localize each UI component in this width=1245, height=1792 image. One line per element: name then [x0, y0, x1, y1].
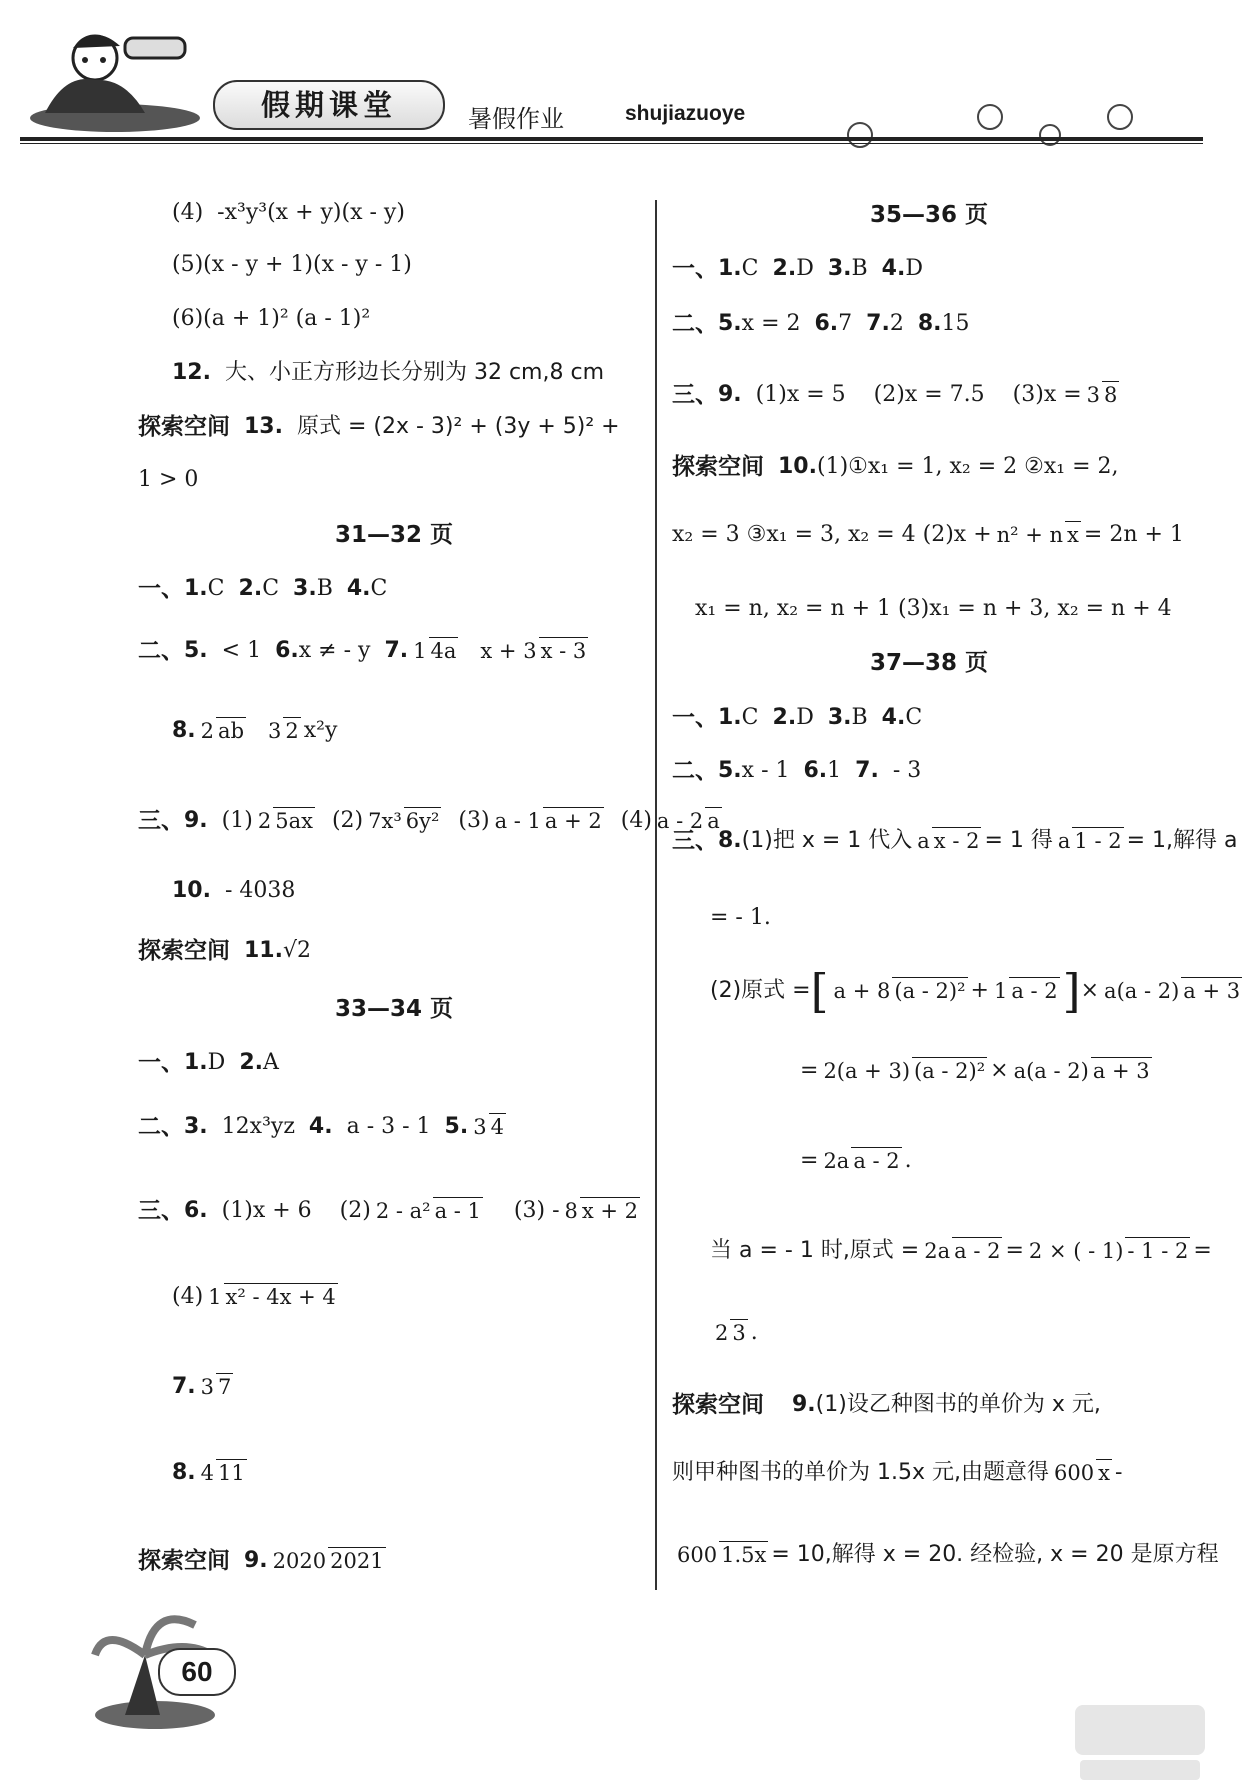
fraction: 4 11	[200, 1460, 245, 1485]
answer-line: 当 a = - 1 时,原式 = 2a a - 2 = 2 × ( - 1) - 1 - 2 =	[710, 1238, 1212, 1263]
fraction: a + 8 (a - 2)²	[833, 978, 966, 1003]
fraction: 2 5ax	[257, 808, 313, 833]
answer-line: 600 1.5x = 10,解得 x = 20. 经检验, x = 20 是原方程	[677, 1542, 1219, 1567]
answer-line: 1 > 0	[138, 467, 199, 492]
answer-line: (4) 1 x² - 4x + 4	[172, 1284, 336, 1309]
answer-line: x₁ = n, x₂ = n + 1 (3)x₁ = n + 3, x₂ = n + 4	[695, 596, 1172, 621]
answer-line: 三、 9. (1) 2 5ax (2) 7x³ 6y² (3) a - 1 a + 2 (4) a - 2 a	[138, 808, 720, 834]
fraction: a - 1 a + 2	[494, 808, 602, 833]
section-title: 35—36 页	[870, 202, 989, 228]
header-badge: 假期课堂	[213, 80, 445, 130]
answer-line: 12. 大、小正方形边长分别为 32 cm,8 cm	[172, 360, 605, 385]
fraction: 600 x	[1054, 1460, 1110, 1485]
header-rule	[20, 137, 1203, 141]
answer-line: (4) -x³y³(x + y)(x - y)	[172, 200, 405, 225]
answer-line: 探索空间 11. √2	[138, 938, 311, 964]
fraction: 2(a + 3) (a - 2)²	[823, 1058, 986, 1083]
answer-line: 7. 3 7	[172, 1374, 232, 1399]
answer-line: 2 3 .	[715, 1320, 758, 1345]
answer-line: = - 1.	[710, 905, 771, 930]
fraction: 1 4a	[413, 638, 457, 663]
section-title: 31—32 页	[335, 522, 454, 548]
fraction: 7x³ 6y²	[368, 808, 440, 833]
header-beads-decoration	[820, 95, 1180, 155]
fraction: a 1 - 2	[1057, 828, 1122, 853]
fraction: 8 x + 2	[564, 1198, 639, 1223]
answer-line: 三、 8. (1)把 x = 1 代入 a x - 2 = 1 得 a 1 - 2 = 1,解得 a	[672, 828, 1238, 854]
fraction: a - 2 a	[656, 808, 720, 833]
answer-line: 一、 1. D 2. A	[138, 1050, 279, 1076]
answer-line: 8. 4 11	[172, 1460, 245, 1485]
answer-line: 则甲种图书的单价为 1.5x 元,由题意得 600 x -	[672, 1460, 1123, 1485]
answer-line: 探索空间 13. 原式 = (2x - 3)² + (3y + 5)² +	[138, 414, 620, 440]
answer-line: 二、 3. 12x³yz 4. a - 3 - 1 5. 3 4	[138, 1114, 504, 1140]
fraction: 2a a - 2	[823, 1148, 900, 1173]
answer-line: (6) (a + 1)² (a - 1)²	[172, 306, 371, 331]
header-cartoon-illustration	[25, 18, 205, 133]
header-rule-thin	[20, 143, 1203, 144]
fraction: 2 - a² a - 1	[375, 1198, 481, 1223]
answer-line: 一、 1. C 2. D 3. B 4. D	[672, 256, 923, 282]
fraction: 3 4	[473, 1114, 504, 1139]
fraction: 3 2	[268, 718, 299, 743]
fraction: 2 3	[715, 1320, 746, 1345]
right-bracket: ]	[1062, 964, 1081, 1018]
fraction: a x - 2	[917, 828, 980, 853]
fraction: a(a - 2) a + 3	[1104, 978, 1241, 1003]
answer-line: = 2(a + 3) (a - 2)² × a(a - 2) a + 3	[800, 1058, 1150, 1083]
left-bracket: [	[810, 964, 829, 1018]
column-divider	[655, 200, 657, 1590]
watermark-logo	[1070, 1695, 1210, 1785]
header-subtitle: 暑假作业	[468, 105, 564, 133]
answer-line: (2)原式 = [ a + 8 (a - 2)² + 1 a - 2 ] × a(a - 2) a + 3	[710, 964, 1241, 1018]
answer-line: 探索空间 10. (1)①x₁ = 1, x₂ = 2 ②x₁ = 2,	[672, 454, 1119, 480]
fraction: 1 a - 2	[993, 978, 1058, 1003]
section-title: 33—34 页	[335, 996, 454, 1022]
answer-line: = 2a a - 2 .	[800, 1148, 912, 1173]
answer-line: 二、 5. x - 1 6. 1 7. - 3	[672, 758, 922, 784]
answer-line: 8. 2 ab 3 2 x²y	[172, 718, 338, 743]
answer-line: 一、 1. C 2. C 3. B 4. C	[138, 576, 388, 602]
page-header	[0, 0, 1223, 160]
answer-line: 探索空间 9. (1)设乙种图书的单价为 x 元,	[672, 1392, 1101, 1418]
page-number: 60	[158, 1648, 236, 1696]
answer-line: x₂ = 3 ③x₁ = 3, x₂ = 4 (2)x + n² + n x = 2n + 1	[672, 522, 1184, 547]
fraction: 2 × ( - 1) - 1 - 2	[1028, 1238, 1189, 1263]
answer-line: 10. - 4038	[172, 878, 296, 903]
answer-line: (5) (x - y + 1)(x - y - 1)	[172, 252, 412, 277]
fraction: a(a - 2) a + 3	[1013, 1058, 1150, 1083]
fraction: 600 1.5x	[677, 1542, 767, 1567]
answer-line: 二、 5. < 1 6. x ≠ - y 7. 1 4a x + 3 x - 3	[138, 638, 587, 664]
fraction: 3 7	[200, 1374, 232, 1399]
answer-line: 三、 9. (1)x = 5 (2)x = 7.5 (3)x = 3 8	[672, 382, 1118, 408]
fraction: n² + n x	[996, 522, 1079, 547]
answer-line: 一、 1. C 2. D 3. B 4. C	[672, 705, 923, 731]
answer-line: 二、 5. x = 2 6. 7 7. 2 8. 15	[672, 311, 970, 337]
fraction: 2 ab	[200, 718, 245, 743]
fraction: 2a a - 2	[924, 1238, 1001, 1263]
fraction: 2020 2021	[272, 1548, 384, 1573]
answer-line: 三、 6. (1)x + 6 (2) 2 - a² a - 1 (3) - 8 x + 2	[138, 1198, 639, 1224]
fraction: x + 3 x - 3	[480, 638, 587, 663]
section-title: 37—38 页	[870, 650, 989, 676]
fraction: 1 x² - 4x + 4	[208, 1284, 336, 1309]
fraction: 3 8	[1086, 382, 1118, 407]
answer-line: 探索空间 9. 2020 2021	[138, 1548, 384, 1574]
header-pinyin: shujiazuoye	[625, 102, 746, 125]
